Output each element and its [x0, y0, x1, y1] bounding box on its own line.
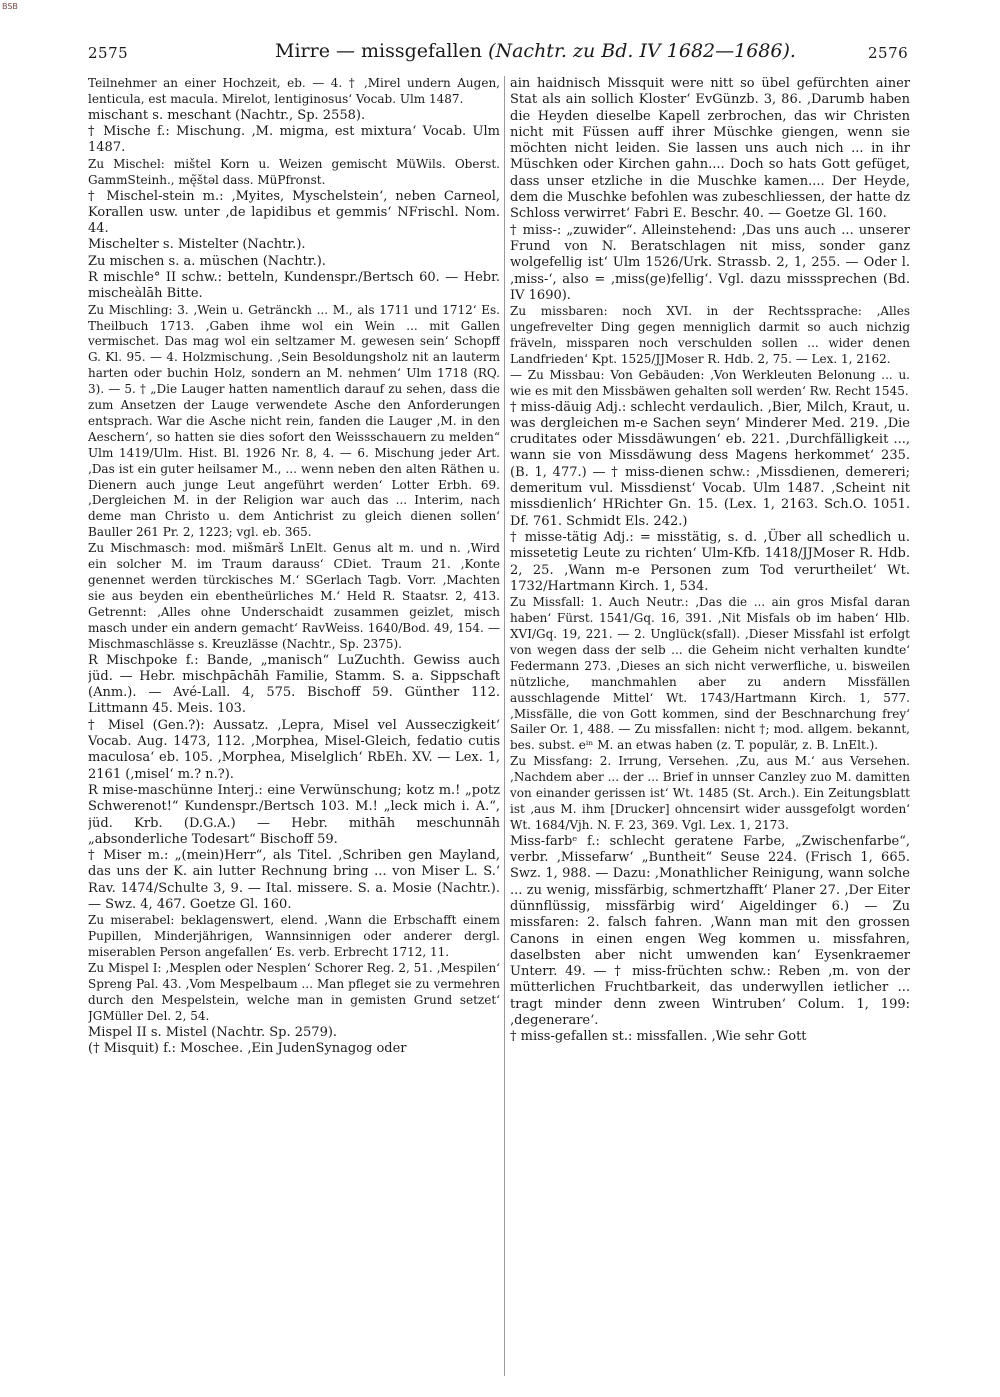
running-head [275, 40, 796, 62]
entry: Zu Mischmasch: mod. mišmārš LnElt. Genus alt m. und n. ‚Wird ein solcher M. im Traum darauss‘ CDiet. Traum 21. ‚Konte genennet werden türckisches M.‘ SGerlach Tagb. Vorr. ‚Machten sie aus beyden ein ebentheürliches M.‘ Held R. Staatsr. 2, 413. Getrennt: ‚Alles ohne Underschaidt zusammen geizlet, misch masch under ein andern gemacht‘ RavWeiss. 1640/Bod. 49, 154. — Mischmaschlässe s. Kreuzlässe (Nachtr., Sp. 2375). [88, 541, 500, 651]
entry: Zu mischen s. a. müschen (Nachtr.). [88, 253, 326, 269]
library-stamp: BSB [2, 2, 18, 11]
left-column [88, 76, 500, 1376]
entry: R Mischpoke f.: Bande, „manisch“ LuZuchth. Gewiss auch jüd. — Hebr. mischpāchāh Familie, Stamm. S. a. Sippschaft (Anm.). — Avé-Lall. 4, 575. Bischoff 59. Günther 112. Littmann 45. Meis. 103. [88, 652, 500, 717]
page-number-right: 2576 [868, 44, 909, 62]
entry: — Zu Missbau: Von Gebäuden: ‚Von Werkleuten Belonung ... u. wie es mit den Missbäwen gehalten soll werden‘ Rw. Recht 1545. [510, 367, 910, 398]
entry: R mischle° II schw.: betteln, Kundenspr./Bertsch 60. — Hebr. mischeàlāh Bitte. [88, 270, 500, 302]
column-divider [504, 76, 505, 1376]
entry: Zu missbaren: noch XVI. in der Rechtssprache: ‚Alles ungefrevelter Ding gegen menniglich darmit so auch nichzig fräveln, missparen noch verschulden sollen ... wider denen Landfrieden‘ Kpt. 1525/JJMoser R. Hdb. 2, 75. — Lex. 1, 2162. [510, 304, 910, 366]
entry: Mischelter s. Mistelter (Nachtr.). [88, 237, 306, 253]
entry: ain haidnisch Missquit were nitt so übel gefürchten ainer Stat als ain sollich Kloster‘ EvGünzb. 3, 86. ‚Darumb haben die Heyden dieselbe Kapell zerbrochen, das wir Christen nicht mit Füssen auff ihrer Müschke giengen, wenn sie möchten nicht leiden. Sie lassen uns auch nich ... in ihr Müschken oder Kirchen gahn.... Doch so hats Gott gefüget, dass unser etzliche in die Muschke kamen.... Der Heyde, dem die Muschke befohlen was zubeschliessen, der hatte dz Schloss verwirret‘ Fabri E. Beschr. 40. — Goetze Gl. 160. [510, 76, 910, 222]
entry: Teilnehmer an einer Hochzeit, eb. — 4. † ‚Mirel undern Augen, lenticula, est macula. Mirelot, lentiginosus‘ Vocab. Ulm 1487. [88, 76, 500, 106]
page-header [0, 38, 1000, 68]
entry: Zu Missfall: 1. Auch Neutr.: ‚Das die ... ain gros Misfal daran haben‘ Fürst. 1541/Gq. 16, 391. ‚Nit Misfals ob im haben‘ Hlb. XVI/Gq. 19, 221. — 2. Unglück(sfall). ‚Dieser Missfahl ist erfolgt von wegen dass der selb ... die Geheim nicht verhalten kundte‘ Federmann 273. ‚Dieses an sich nicht verwerfliche, u. bisweilen nützliche, manchmahlen aber zu andern Missfällen ausschlagende Mittel‘ Wt. 1743/Hartmann Kirch. 1, 577. ‚Missfälle, die von Gott kommen, sind der Beschnarchung frey‘ Sailer Or. 1, 488. — Zu missfallen: nicht †; mod. allgem. bekannt, bes. subst. eⁱⁿ M. an etwas haben (z. T. populär, z. B. LnElt.). [510, 595, 910, 753]
entry: R mise-maschünne Interj.: eine Verwünschung; kotz m.! „potz Schwerenot!“ Kundenspr./Bertsch 103. M.! „leck mich i. A.“, jüd. Krb. (D.G.A.) — Hebr. mithāh meschunnāh „absonderliche Todesart“ Bischoff 59. [88, 782, 500, 847]
right-column [510, 76, 910, 1376]
entry: † miss-: „zuwider“. Alleinstehend: ‚Das uns auch ... unserer Frund von N. Beratschlagen nit miss, sonder ganz wolgefellig ist‘ Ulm 1526/Urk. Strassb. 2, 1, 255. — Oder l. ‚miss-‘, also = ‚miss(ge)fellig‘. Vgl. dazu misssprechen (Bd. IV 1690). [510, 222, 910, 303]
running-head-note: (Nachtr. zu Bd. IV 1682—1686). [488, 40, 796, 62]
entry: Zu Mispel I: ‚Mesplen oder Nesplen‘ Schorer Reg. 2, 51. ‚Mespilen‘ Spreng Pal. 43. ‚Vom Mespelbaum ... Man pfleget sie zu vermehren durch den Mespelstein, welche man in gemisten Grund setzet‘ JGMüller Del. 2, 54. [88, 961, 500, 1023]
running-head-main: Mirre — missgefallen [275, 40, 489, 62]
page-number-left: 2575 [88, 44, 129, 62]
entry: Zu Mischel: mištel Korn u. Weizen gemischt MüWils. Oberst. GammSteinh., mę̃štəl dass. MüPfronst. [88, 156, 500, 187]
entry: Miss-farbᵉ f.: schlecht geratene Farbe, „Zwischenfarbe“, verbr. ‚Missefarw‘ „Buntheit“ Seuse 224. (Frisch 1, 665. Swz. 1, 988. — Dazu: ‚Monathlicher Reinigung, wann solche ... zu wenig, missfärbig, schmertzhafft‘ Planer 27. ‚Der Eiter dünnflüssig, missfärbig wird‘ Aigeldinger 6.) — Zu missfaren: 2. falsch fahren. ‚Wann man mit den grossen Canons in einen engen Weg kommen u. missfahren, daselbsten aber nicht umwenden kan‘ Eysenkraemer Unterr. 49. — † miss-früchten schw.: Reben ‚m. von der mütterlichen Fruchtbarkeit, das underwyllen ietlicher ... tragt minder denn zween Wintruben‘ Colum. 1, 199: ‚degenerare‘. [510, 833, 910, 1029]
entry: † miss-gefallen st.: missfallen. ‚Wie sehr Gott [510, 1029, 807, 1045]
entry: † Mische f.: Mischung. ‚M. migma, est mixtura‘ Vocab. Ulm 1487. [88, 124, 500, 156]
entry: Mispel II s. Mistel (Nachtr. Sp. 2579). [88, 1024, 338, 1040]
entry: † Miser m.: „(mein)Herr“, als Titel. ‚Schriben gen Mayland, das uns der K. ain lutter Rechnung bring ... von Miser L. S.‘ Rav. 1474/Schulte 3, 9. — Ital. missere. S. a. Mosie (Nachtr.). — Swz. 4, 467. Goetze Gl. 160. [88, 848, 500, 912]
entry: † miss-däuig Adj.: schlecht verdaulich. ‚Bier, Milch, Kraut, u. was dergleichen m-e Sachen seyn‘ Minderer Med. 219. ‚Die cruditates oder Missdäwungen‘ eb. 221. ‚Durchfälligkeit ..., wann sie von Missdäwung dess Magens herkommet‘ 235. (B. 1, 477.) — † miss-dienen schw.: ‚Missdienen, demereri; demeritum vul. Missdienst‘ Vocab. Ulm 1487. ‚Scheint nit missdienlich‘ HRichter Gn. 15. (Lex. 1, 2163. Sch.O. 1051. Df. 761. Schmidt Els. 242.) [510, 399, 910, 529]
entry: mischant s. meschant (Nachtr., Sp. 2558). [88, 107, 366, 123]
entry: († Misquit) f.: Moschee. ‚Ein JudenSynagog oder [88, 1040, 407, 1056]
entry: Zu miserabel: beklagenswert, elend. ‚Wann die Erbschafft einem Pupillen, Minderjährigen, Wannsinnigen oder anderer dergl. miserablen Person angefallen‘ Es. verb. Erbrecht 1712, 11. [88, 913, 500, 960]
entry: Zu Missfang: 2. Irrung, Versehen. ‚Zu, aus M.‘ aus Versehen. ‚Nachdem aber ... der ... Brief in unnser Canzley zuo M. damitten von einander gerissen ist‘ Wt. 1485 (St. Arch.). Ein Zeitungsblatt ist ‚aus M. ihm [Drucker] ohncensirt wider aussgefolgt worden‘ Wt. 1684/Vjh. N. F. 23, 369. Vgl. Lex. 1, 2173. [510, 754, 910, 832]
entry: † Misel (Gen.?): Aussatz. ‚Lepra, Misel vel Ausseczigkeit‘ Vocab. Aug. 1473, 112. ‚Morphea, Misel-Gleich, fedatio cutis maculosa‘ eb. 105. ‚Morphea, Miselglich‘ RbEh. XV. — Lex. 1, 2161 (‚misel‘ m.? n.?). [88, 717, 500, 782]
entry: † misse-tätig Adj.: = misstätig, s. d. ‚Über all schedlich u. missetetig Leute zu richten‘ Ulm-Kfb. 1418/JJMoser R. Hdb. 2, 25. ‚Wann m-e Personen zum Tod verurtheilet‘ Wt. 1732/Hartmann Kirch. 1, 534. [510, 529, 910, 594]
entry: Zu Mischling: 3. ‚Wein u. Getränckh ... M., als 1711 und 1712‘ Es. Theilbuch 1713. ‚Gaben ihme wol ein Wein ... mit Gallen vermischet. Das mag wol ein seltzamer M. gewesen sein‘ Schopff G. Kl. 95. — 4. Holzmischung. ‚Sein Besoldungsholz nit an lauterm harten oder buchin Holz, sondern an M. nehmen‘ Ulm 1718 (RQ. 3). — 5. † „Die Lauger hatten namentlich darauf zu sehen, dass die zum Ansetzen der Lauge verwendete Asche den Anforderungen entsprach. War die Asche nicht rein, fanden die Lauger ‚M. in den Aeschern‘, so hatten sie dies sofort den Weissschauern zu melden“ Ulm 1419/Ulm. Hist. Bl. 1926 Nr. 8, 4. — 6. Mischung jeder Art. ‚Das ist ein guter heilsamer M., ... wenn neben den alten Räthen u. Dienern auch junge Leut angeführt werden‘ Lotter Erbh. 69. ‚Dergleichen M. in der Religion war auch das ... Interim, nach deme man Christo u. dem Antichrist zu gleich dienen sollen‘ Bauller 261 Pr. 2, 1223; vgl. eb. 365. [88, 302, 500, 540]
entry: † Mischel-stein m.: ‚Myites, Myschelstein‘, neben Carneol, Korallen usw. unter ‚de lapidibus et gemmis‘ NFrischl. Nom. 44. [88, 188, 500, 237]
